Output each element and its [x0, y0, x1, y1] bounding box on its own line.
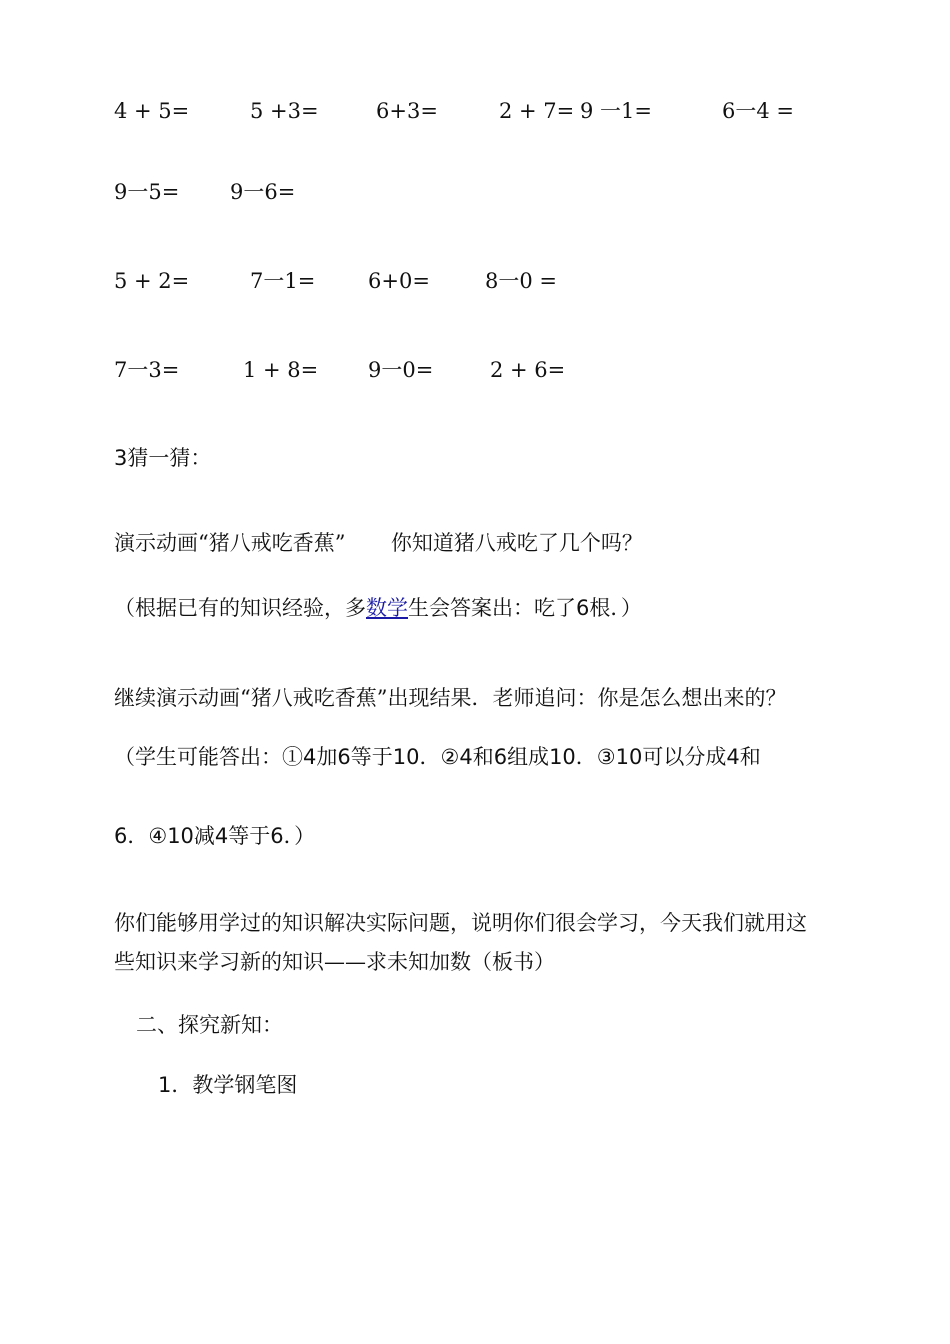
text: 等于 [350, 745, 393, 769]
section-3-heading [114, 444, 211, 472]
equation: 5 + 2= [114, 269, 190, 293]
section-heading-2: 二、探究新知： [136, 1013, 283, 1037]
number: 10 [615, 745, 643, 769]
text: 和 [739, 745, 761, 769]
answer-line [114, 594, 642, 622]
number: 4 [726, 745, 740, 769]
equation: 9 一1= [580, 99, 652, 123]
text: 可以分成 [642, 745, 727, 769]
demo-line [114, 529, 643, 557]
continue-line: 继续演示动画“猪八戒吃香蕉”出现结果．老师追问：你是怎么想出来的？ [114, 686, 787, 710]
math-link[interactable]: 数学 [366, 596, 408, 620]
equation: 9一0= [368, 358, 434, 382]
demo-text: 演示动画“猪八戒吃香蕉” [114, 531, 346, 555]
demo-question: 你知道猪八戒吃了几个吗？ [390, 531, 643, 555]
equation: 7一3= [114, 358, 180, 382]
number: 4 [459, 745, 473, 769]
equation: 2 + 7= [499, 99, 575, 123]
list-text: 教学钢笔图 [192, 1073, 298, 1097]
number: 6．④ [114, 824, 168, 848]
answer-text: 根．） [589, 596, 642, 620]
section-title: 猜一猜： [127, 446, 212, 470]
equation: 2 + 6= [490, 358, 566, 382]
student-answers-line-2 [114, 822, 315, 850]
section-number: 3 [114, 446, 128, 470]
number: 6．） [270, 824, 316, 848]
paragraph-line-2: 些知识来学习新的知识——求未知加数（板书） [114, 950, 555, 974]
list-number: 1． [158, 1073, 193, 1097]
text: 加 [316, 745, 338, 769]
equation: 5 +3= [250, 99, 319, 123]
equation: 8一0 = [485, 269, 557, 293]
text: 减 [193, 824, 215, 848]
equation: 1 + 8= [243, 358, 319, 382]
paragraph-line-1: 你们能够用学过的知识解决实际问题，说明你们很会学习，今天我们就用这 [114, 911, 807, 935]
answer-text: （根据已有的知识经验，多 [114, 596, 366, 620]
number: 4 [214, 824, 229, 848]
number: 10．③ [549, 745, 616, 769]
number: 4 [303, 745, 317, 769]
text: 等于 [228, 824, 271, 848]
number: 6 [493, 745, 508, 769]
answer-text: 生会答案出：吃了 [408, 596, 576, 620]
number: 10 [167, 824, 194, 848]
text: 和 [472, 745, 494, 769]
equation: 7一1= [250, 269, 316, 293]
equation: 9一5= [114, 180, 180, 204]
text: （学生可能答出：① [114, 745, 303, 769]
student-answers-line-1 [114, 743, 761, 771]
equation: 6+0= [368, 269, 430, 293]
equation: 6+3= [376, 99, 438, 123]
equation: 6一4 = [722, 99, 794, 123]
list-item-1 [158, 1071, 297, 1099]
text: 组成 [507, 745, 550, 769]
number: 10．② [392, 745, 460, 769]
number: 6 [337, 745, 351, 769]
equation: 9一6= [230, 180, 296, 204]
answer-number: 6 [576, 596, 590, 620]
equation: 4 + 5= [114, 99, 190, 123]
